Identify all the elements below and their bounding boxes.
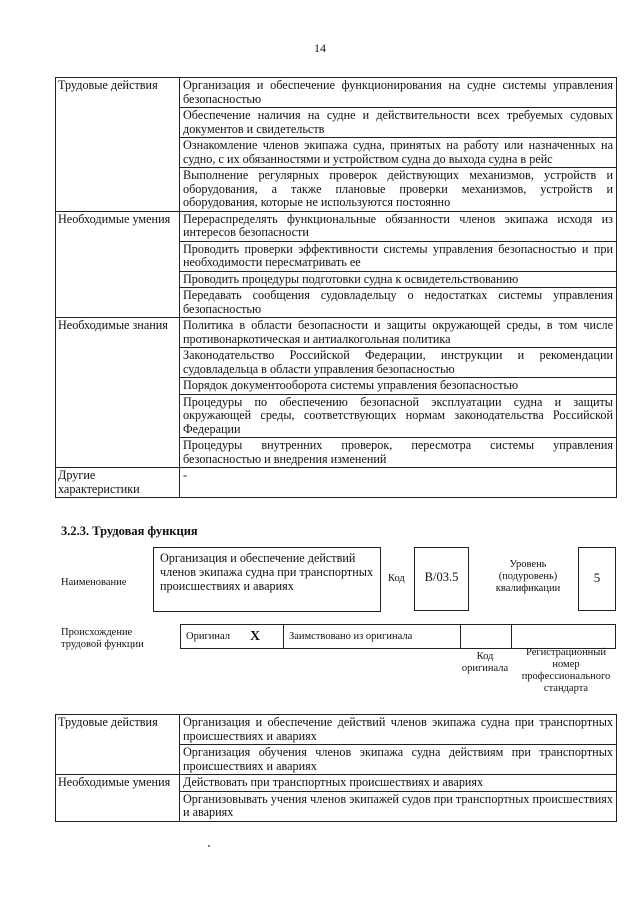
row-label: Необходимые знания (56, 318, 180, 468)
origin-label-text: Происхождение трудовой функции (61, 627, 144, 650)
page-number: 14 (314, 41, 326, 55)
original-label: Оригинал (186, 631, 230, 642)
row-value: Действовать при транспортных происшествиях и авариях (180, 775, 617, 792)
stray-dot (208, 845, 210, 847)
origin-label (61, 627, 153, 651)
code-label: Код (388, 573, 405, 584)
function-name-box: Организация и обеспечение действий членов экипажа судна при транспортных происшествиях и авариях (153, 547, 381, 612)
competency-table-bottom (55, 714, 617, 822)
row-value: - (180, 468, 617, 498)
row-value: Порядок документооборота системы управления безопасностью (180, 378, 617, 395)
code-original-cell (460, 624, 512, 649)
row-value: Перераспределять функциональные обязанности членов экипажа исходя из интересов безопасности (180, 211, 617, 241)
row-value: Обеспечение наличия на судне и действительности всех требуемых судовых документов и свидетельств (180, 108, 617, 138)
row-value: Организовывать учения членов экипажей судов при транспортных происшествиях и авариях (180, 791, 617, 821)
row-value: Организация и обеспечение функционирования на судне системы управления безопасностью (180, 78, 617, 108)
row-label: Трудовые действия (56, 715, 180, 775)
row-value: Политика в области безопасности и защиты окружающей среды, в том числе противонаркотическая и антиалкогольная политика (180, 318, 617, 348)
original-mark: X (250, 628, 261, 644)
table-row (56, 468, 617, 498)
row-label: Другие характеристики (56, 468, 180, 498)
row-label: Необходимые умения (56, 211, 180, 318)
row-value: Организация и обеспечение действий членов экипажа судна при транспортных происшествиях и авариях (180, 715, 617, 745)
level-label: Уровень (подуровень) квалификации (495, 559, 561, 594)
row-value: Процедуры внутренних проверок, пересмотра системы управления безопасностью и внедрения изменений (180, 438, 617, 468)
table-row (56, 211, 617, 241)
table-row (56, 775, 617, 792)
reg-number-label: Регистрационный номер профессионального стандарта (521, 647, 611, 694)
row-value: Ознакомление членов экипажа судна, принятых на работу или назначенных на судно, с их обязанностями и устройством судна до выхода судна в рейс (180, 138, 617, 168)
borrowed-cell (283, 624, 461, 649)
reg-number-cell (511, 624, 616, 649)
level-value-box: 5 (578, 547, 616, 611)
section-heading: 3.2.3. Трудовая функция (61, 524, 198, 538)
row-value: Передавать сообщения судовладельцу о недостатках системы управления безопасностью (180, 288, 617, 318)
row-value: Выполнение регулярных проверок действующих механизмов, устройств и оборудования, а также плановые проверки механизмов, устройств и оборудования, которые не используются постоянно (180, 168, 617, 212)
function-code-box: В/03.5 (414, 547, 469, 611)
table-row (56, 78, 617, 108)
row-label: Необходимые умения (56, 775, 180, 822)
row-value: Процедуры по обеспечению безопасной эксплуатации судна и защиты окружающей среды, соответствующих нормам законодательства Российской Федерации (180, 394, 617, 438)
borrowed-label: Заимствовано из оригинала (289, 631, 413, 642)
row-value: Законодательство Российской Федерации, инструкции и рекомендации судовладельца в области управления безопасностью (180, 348, 617, 378)
origin-row (180, 624, 616, 649)
competency-table-top (55, 77, 617, 498)
row-value: Проводить процедуры подготовки судна к освидетельствованию (180, 271, 617, 288)
original-cell (180, 624, 284, 649)
table-row (56, 318, 617, 348)
table-row (56, 715, 617, 745)
name-label: Наименование (61, 577, 127, 588)
code-original-label: Код оригинала (461, 651, 509, 674)
row-value: Проводить проверки эффективности системы управления безопасностью и при необходимости пересматривать ее (180, 241, 617, 271)
row-value: Организация обучения членов экипажа судна действиям при транспортных происшествиях и авариях (180, 745, 617, 775)
row-label: Трудовые действия (56, 78, 180, 212)
